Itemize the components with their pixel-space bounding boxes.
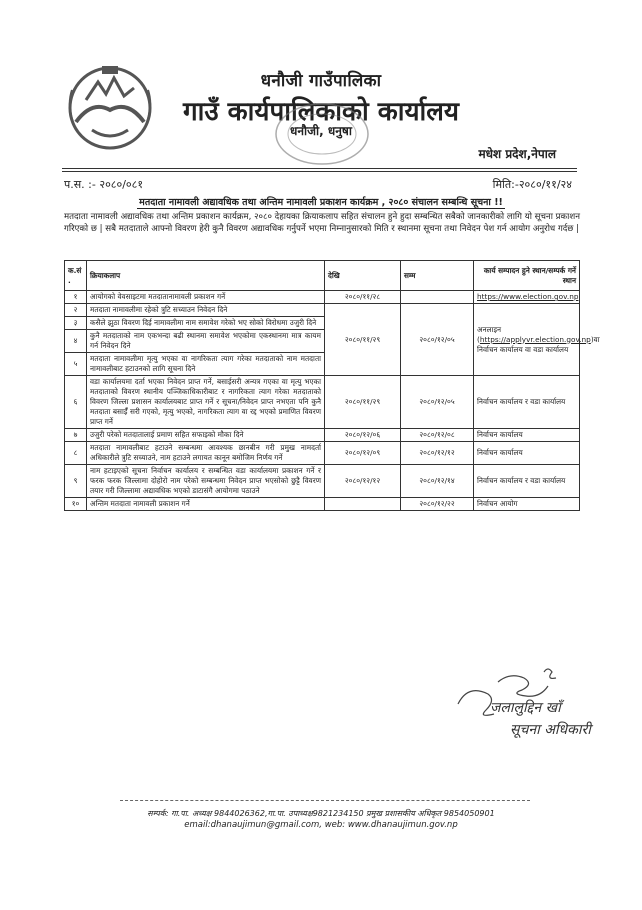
row-sn: ६ bbox=[65, 376, 87, 429]
row-activity: कुनै मतदाताको नाम एकभन्दा बढी स्थानमा समावेश भएकोमा एकस्थानमा मात्र कायम गर्न निवेदन दिने bbox=[87, 330, 325, 353]
row-to: २०८०/१२/०५ bbox=[401, 376, 474, 429]
row-sn: ५ bbox=[65, 353, 87, 376]
table-row bbox=[65, 465, 580, 498]
row-sn: ८ bbox=[65, 442, 87, 465]
row-activity: आयोगको वेवसाइटमा मतदातानामावली प्रकाशन गर्ने bbox=[87, 291, 325, 304]
signatory-title: सूचना अधिकारी bbox=[510, 722, 591, 738]
signatory-name: जलालुद्दिन खाँ bbox=[490, 700, 561, 716]
row-to: २०८०/१२/१४ bbox=[401, 465, 474, 498]
table-row bbox=[65, 291, 580, 304]
row-activity: मतदाता नामावलीबाट हटाउने सम्बन्धमा आवश्यक छानबीन गरी प्रमुख नामदर्ता अधिकारीले त्रुटि सच्याउने, नाम हटाउने लगायत कानून बमोजिम निर्णय गर्ने bbox=[87, 442, 325, 465]
row-sn: २ bbox=[65, 304, 87, 317]
table-row bbox=[65, 442, 580, 465]
schedule-table bbox=[64, 260, 600, 511]
header-activity: क्रियाकलाप bbox=[87, 261, 325, 291]
group-place bbox=[474, 304, 600, 376]
header-to: सम्म bbox=[401, 261, 474, 291]
table-row bbox=[65, 376, 580, 429]
header-place: कार्य सम्पादन हुने स्थान/सम्पर्क गर्ने स्थान bbox=[474, 261, 580, 291]
row-from: २०८०/११/२९ bbox=[325, 376, 401, 429]
row-place: निर्वाचन कार्यालय bbox=[474, 429, 580, 442]
table-row bbox=[65, 498, 580, 511]
row-to: २०८०/१२/०८ bbox=[401, 429, 474, 442]
row-sn: ४ bbox=[65, 330, 87, 353]
group-to: २०८०/१२/०५ bbox=[401, 304, 474, 376]
applyvr-link[interactable]: https://applyvr.election.gov.np bbox=[479, 334, 591, 344]
row-place: निर्वाचन कार्यालय र वडा कार्यालय bbox=[474, 376, 580, 429]
letter-date: मिति:-२०८०/११/२४ bbox=[492, 178, 572, 191]
subject-text: मतदाता नामावली अद्यावधिक तथा अन्तिम नामावली प्रकाशन कार्यक्रम , २०८० संचालन सम्बन्धि सूचना !! bbox=[139, 197, 503, 208]
row-sn: ९ bbox=[65, 465, 87, 498]
row-place: निर्वाचन आयोग bbox=[474, 498, 580, 511]
header-divider bbox=[62, 168, 577, 169]
reference-number: प.स. :- २०८०/०८१ bbox=[64, 178, 144, 191]
row-sn: १ bbox=[65, 291, 87, 304]
row-activity: नाम हटाइएको सूचना निर्वाचन कार्यालय र सम्बन्धित वडा कार्यालयमा प्रकाशन गर्ने र फरक फरक जिल्लामा दोहोरो नाम परेको सम्बन्धमा निवेदन प्राप्त भएसोको छुट्टै विवरण तयार गरी जिल्लामा अद्यावधिक भएको डाटासंगै आयोगमा पठाउने bbox=[87, 465, 325, 498]
header-from: देखि bbox=[325, 261, 401, 291]
row-place: निर्वाचन कार्यालय र वडा कार्यालय bbox=[474, 465, 580, 498]
row-place-link[interactable] bbox=[474, 291, 580, 304]
group-place-suffix: )वा निर्वाचन कार्यालय वा वडा कार्यालय bbox=[477, 334, 600, 354]
row-to: २०८०/१२/२२ bbox=[401, 498, 474, 511]
row-to: २०८०/१२/१२ bbox=[401, 442, 474, 465]
header-divider-2 bbox=[62, 171, 577, 172]
row-activity: मतदाता नामावलीमा रहेको त्रुटि सच्याउन निवेदन दिने bbox=[87, 304, 325, 317]
table-header-row bbox=[65, 261, 580, 291]
row-place: निर्वाचन कार्यालय bbox=[474, 442, 580, 465]
footer-divider bbox=[120, 800, 530, 801]
row-from bbox=[325, 498, 401, 511]
row-activity: वडा कार्यालयमा दर्ता भएका निवेदन प्राप्त गर्ने, बसाईसरी अन्यत्र गएका वा मृत्यु भएका मतदाताको विवरण स्थानीय पञ्जिकाधिकारीबाट र नागरिकता त्याग गरेका मतदाताको विवरण जिल्ला प्रशासन कार्यालयबाट प्राप्त गर्ने र सूचना/निवेदन प्राप्त नभएता पनि कुनै मतदाता बसाईँ सरी गएको, मृत्यु भएको, नागरिकता त्याग वा रद्द भएको प्रमाणित विवरण प्राप्त गर्ने bbox=[87, 376, 325, 429]
footer-contacts: सम्पर्क: गा.पा. अध्यक्ष 9844026362,गा.पा. उपाध्यक्ष9821234150 प्रमुख प्रशासकीय अधिकृत 9854050901 bbox=[147, 809, 495, 818]
group-place-prefix: अनलाइन ( bbox=[477, 324, 502, 344]
row-sn: ३ bbox=[65, 317, 87, 330]
row-from: २०८०/१२/०९ bbox=[325, 442, 401, 465]
row-from: २०८०/१२/०६ bbox=[325, 429, 401, 442]
row-activity: अन्तिम मतदाता नामावली प्रकाशन गर्ने bbox=[87, 498, 325, 511]
election-website-link[interactable]: https://www.election.gov.np bbox=[477, 292, 579, 301]
notice-subject bbox=[0, 195, 642, 208]
org-name: धनौजी गाउँपालिका bbox=[260, 71, 382, 91]
row-activity: मतदाता नामावलीमा मृत्यु भएका वा नागरिकता त्याग गरेका मतदाताको नाम मतदाता नामावलीबाट हटाउनको लागि सूचना दिने bbox=[87, 353, 325, 376]
group-from: २०८०/११/२९ bbox=[325, 304, 401, 376]
row-from: २०८०/१२/१२ bbox=[325, 465, 401, 498]
row-activity: कसैले झुठा विवरण दिई नामावलीमा नाम समावेश गरेको भए सोको विरोधमा उजुरी दिने bbox=[87, 317, 325, 330]
row-sn: १० bbox=[65, 498, 87, 511]
row-sn: ७ bbox=[65, 429, 87, 442]
office-place: धनौजी, धनुषा bbox=[290, 124, 352, 138]
table-row bbox=[65, 429, 580, 442]
header-sn: क.सं . bbox=[65, 261, 87, 291]
office-name: गाउँ कार्यपालिकाको कार्यालय bbox=[183, 97, 459, 127]
intro-paragraph: मतदाता नामावली अद्यावधिक तथा अन्तिम प्रकाशन कार्यक्रम, २०८० देहायका क्रियाकलाप सहित संचालन हुने हुदा सम्बन्धित सबैको जानकारीको लागि यो सूचना प्रकाशन गरिएको छ | सबै मतदाताले आफ्नो विवरण हेरी कुनै विवरण अद्यावधिक गर्नुपर्ने भएमा निम्नानुसारको मिति र स्थानमा सूचना तथा निवेदन पेश गर्न आयोग अनुरोध गर्दछ | bbox=[64, 212, 580, 234]
row-from: २०८०/११/२८ bbox=[325, 291, 401, 304]
row-activity: उजुरी परेको मतदातालाई प्रमाण सहित सफाइको मौका दिने bbox=[87, 429, 325, 442]
footer-web: email:dhanaujimun@gmail.com, web: www.dhanaujimun.gov.np bbox=[184, 820, 458, 830]
table-row bbox=[65, 304, 580, 317]
office-stamp-icon bbox=[268, 96, 376, 172]
row-to bbox=[401, 291, 474, 304]
province: मधेश प्रदेश,नेपाल bbox=[478, 147, 556, 161]
